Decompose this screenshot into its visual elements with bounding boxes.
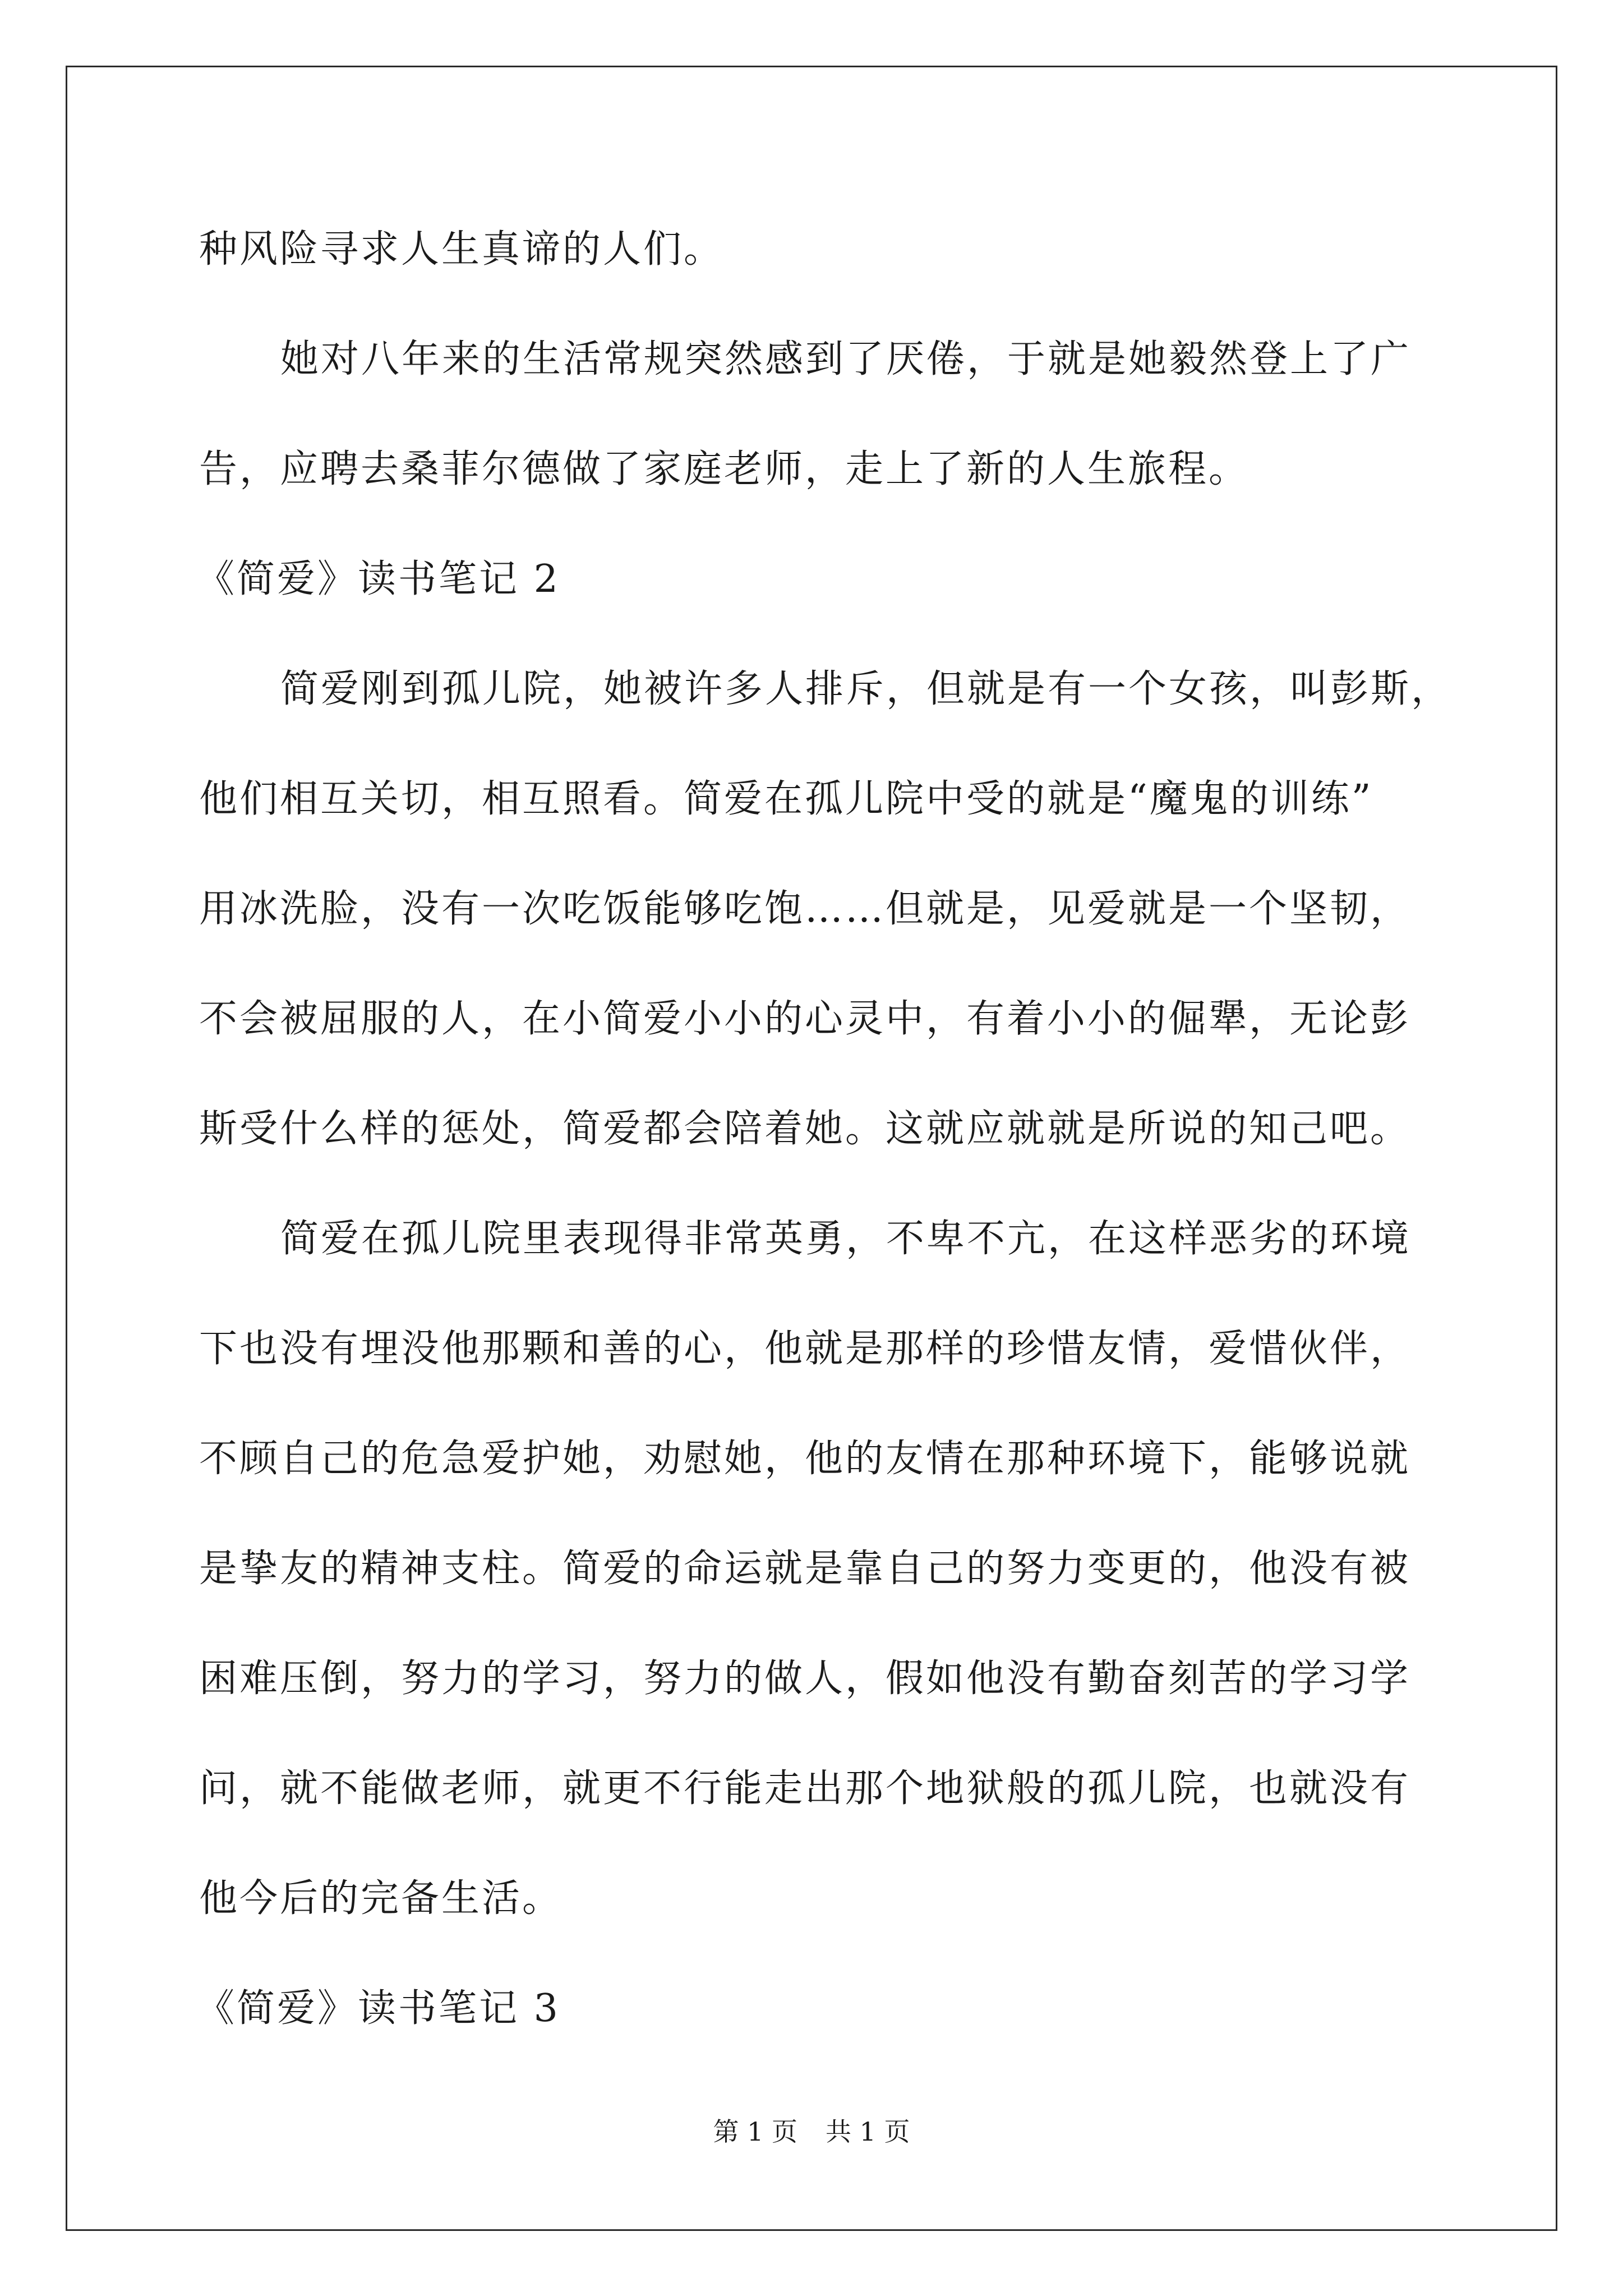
page-total: 共 1 页 [826,2116,910,2147]
body-line-7: 用冰洗脸，没有一次吃饭能够吃饱……但就是，见爱就是一个坚韧， [199,887,1411,931]
paragraph-start-line: 简爱在孤儿院里表现得非常英勇，不卑不亢，在这样恶劣的环境 [280,1217,1412,1261]
paragraph-start-line: 她对八年来的生活常规突然感到了厌倦，于就是她毅然登上了广 [280,337,1412,381]
section-heading-3: 《简爱》读书笔记 3 [196,1986,560,2031]
body-line-15: 问，就不能做老师，就更不行能走出那个地狱般的孤儿院，也就没有 [199,1766,1411,1811]
body-line-14: 困难压倒，努力的学习，努力的做人，假如他没有勤奋刻苦的学习学 [199,1657,1411,1701]
section-heading-2: 《简爱》读书笔记 2 [196,557,560,601]
paragraph-start-line: 简爱刚到孤儿院，她被许多人排斥，但就是有一个女孩，叫彭斯， [280,667,1452,711]
body-line-16: 他今后的完备生活。 [199,1876,563,1921]
page-number: 第 1 页 [713,2116,797,2147]
body-line-8: 不会被屈服的人，在小简爱小小的心灵中，有着小小的倔犟，无论彭 [199,997,1411,1041]
body-line-3: 告，应聘去桑菲尔德做了家庭老师，走上了新的人生旅程。 [199,447,1249,491]
page-footer [0,2115,1623,2148]
body-line-13: 是挚友的精神支柱。简爱的命运就是靠自己的努力变更的，他没有被 [199,1547,1411,1591]
body-line-1: 种风险寻求人生真谛的人们。 [199,227,725,272]
body-line-9: 斯受什么样的惩处，简爱都会陪着她。这就应就就是所说的知己吧。 [199,1107,1411,1151]
body-line-11: 下也没有埋没他那颗和善的心，他就是那样的珍惜友情，爱惜伙伴， [199,1327,1411,1371]
body-line-12: 不顾自己的危急爱护她，劝慰她，他的友情在那种环境下，能够说就 [199,1437,1411,1481]
body-line-6: 他们相互关切，相互照看。简爱在孤儿院中受的就是“魔鬼的训练” [199,777,1373,821]
